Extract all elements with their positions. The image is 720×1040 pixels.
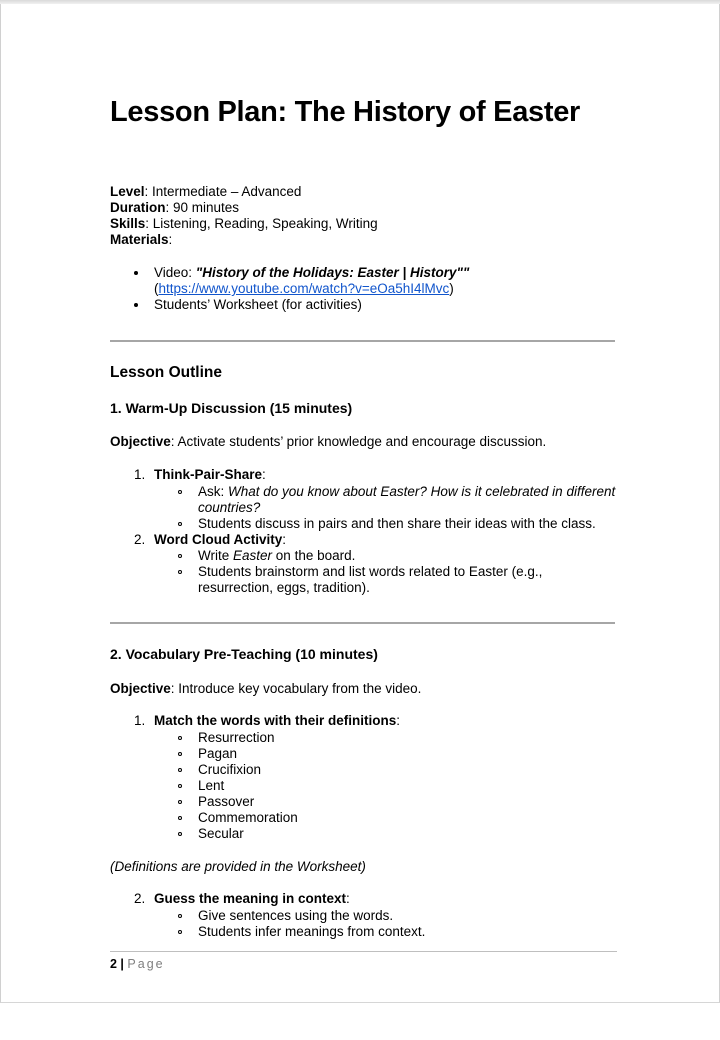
section1-item2-sub1 [198, 548, 355, 564]
objective-text: : Introduce key vocabulary from the video. [170, 681, 422, 696]
section2-item1 [154, 713, 400, 729]
colon: : [346, 891, 350, 906]
hollow-bullet-icon [178, 768, 182, 772]
item-label: Word Cloud Activity [154, 532, 283, 547]
write-suffix: on the board. [272, 548, 356, 563]
level-label: Level [110, 184, 145, 199]
objective-label: Objective [110, 434, 171, 449]
horizontal-rule [110, 340, 615, 342]
meta-duration [110, 200, 239, 216]
section1-item2 [154, 532, 286, 548]
ask-question-cont: countries? [198, 500, 261, 515]
ask-question: What do you know about Easter? How is it celebrated in different [228, 484, 616, 499]
definitions-note [110, 859, 366, 875]
item-label: Match the words with their definitions [154, 713, 397, 728]
footer-separator: | [116, 957, 128, 971]
hollow-bullet-icon [178, 736, 182, 740]
section1-heading: 1. Warm-Up Discussion (15 minutes) [110, 400, 353, 416]
skills-label: Skills [110, 216, 146, 231]
page-number: 2 [110, 957, 117, 971]
hollow-bullet-icon [178, 522, 182, 526]
vocab-word: Pagan [198, 746, 238, 761]
list-number: 1. [134, 713, 146, 728]
write-em: Easter [233, 548, 273, 563]
vocab-word: Resurrection [198, 730, 275, 745]
objective-label: Objective [110, 681, 171, 696]
definitions-note-text: (Definitions are provided in the Worksheet) [110, 859, 366, 874]
footer-rule [110, 951, 617, 952]
duration-label: Duration [110, 200, 166, 215]
section1-item2-sub2: Students brainstorm and list words related to Easter (e.g., [198, 564, 543, 579]
hollow-bullet-icon [178, 930, 182, 934]
materials-value: : [168, 232, 173, 247]
document-title: Lesson Plan: The History of Easter [110, 96, 581, 128]
video-title: "History of the Holidays: Easter | History"" [195, 265, 470, 280]
vocab-word: Secular [198, 826, 244, 841]
item-label: Think-Pair-Share [154, 467, 263, 482]
materials-label: Materials [110, 232, 169, 247]
list-number: 1. [134, 467, 146, 482]
hollow-bullet-icon [178, 800, 182, 804]
colon: : [396, 713, 401, 728]
page-word: Page [127, 957, 165, 971]
skills-value: : Listening, Reading, Speaking, Writing [145, 216, 378, 231]
duration-value: : 90 minutes [165, 200, 240, 215]
hollow-bullet-icon [178, 554, 182, 558]
section2-item2 [154, 891, 350, 907]
colon: : [282, 532, 287, 547]
vocab-word: Crucifixion [198, 762, 262, 777]
section1-item1-sub1-cont [198, 500, 260, 516]
outline-heading: Lesson Outline [110, 364, 222, 381]
item-label: Guess the meaning in context [154, 891, 347, 906]
section1-objective [110, 434, 546, 450]
section2-heading: 2. Vocabulary Pre-Teaching (10 minutes) [110, 646, 378, 662]
section1-item1 [154, 467, 266, 483]
hollow-bullet-icon [178, 816, 182, 820]
vocab-word: Commemoration [198, 810, 298, 825]
video-link[interactable]: https://www.youtube.com/watch?v=eOa5hI4lMvc [158, 281, 450, 296]
level-value: : Intermediate – Advanced [144, 184, 302, 199]
bullet-icon [134, 271, 138, 275]
paren-open: ( [154, 281, 159, 296]
section2-objective [110, 681, 421, 697]
horizontal-rule [110, 622, 615, 624]
meta-level [110, 184, 301, 200]
hollow-bullet-icon [178, 784, 182, 788]
vocab-word: Lent [198, 778, 225, 793]
write-prefix: Write [198, 548, 234, 563]
ask-prefix: Ask: [198, 484, 229, 499]
material-video [154, 265, 469, 281]
hollow-bullet-icon [178, 832, 182, 836]
hollow-bullet-icon [178, 752, 182, 756]
material-video-link-line [154, 281, 454, 297]
section1-item2-sub2-cont: resurrection, eggs, tradition). [198, 580, 370, 595]
section2-item2-sub2: Students infer meanings from context. [198, 924, 426, 939]
hollow-bullet-icon [178, 570, 182, 574]
list-number: 2. [134, 891, 146, 906]
paren-close: ) [449, 281, 454, 296]
colon: : [262, 467, 266, 482]
document-page [0, 4, 720, 1003]
video-prefix: Video: [154, 265, 196, 280]
bullet-icon [134, 303, 138, 307]
section2-item2-sub1: Give sentences using the words. [198, 908, 394, 923]
list-number: 2. [134, 532, 146, 547]
objective-text: : Activate students’ prior knowledge and encourage discussion. [170, 434, 547, 449]
material-worksheet: Students’ Worksheet (for activities) [154, 297, 362, 312]
section1-item1-sub1 [198, 484, 615, 500]
hollow-bullet-icon [178, 490, 182, 494]
page-footer [110, 957, 165, 971]
vocab-word: Passover [198, 794, 255, 809]
meta-materials [110, 232, 172, 248]
section1-item1-sub2: Students discuss in pairs and then share their ideas with the class. [198, 516, 596, 531]
hollow-bullet-icon [178, 914, 182, 918]
meta-skills [110, 216, 378, 232]
